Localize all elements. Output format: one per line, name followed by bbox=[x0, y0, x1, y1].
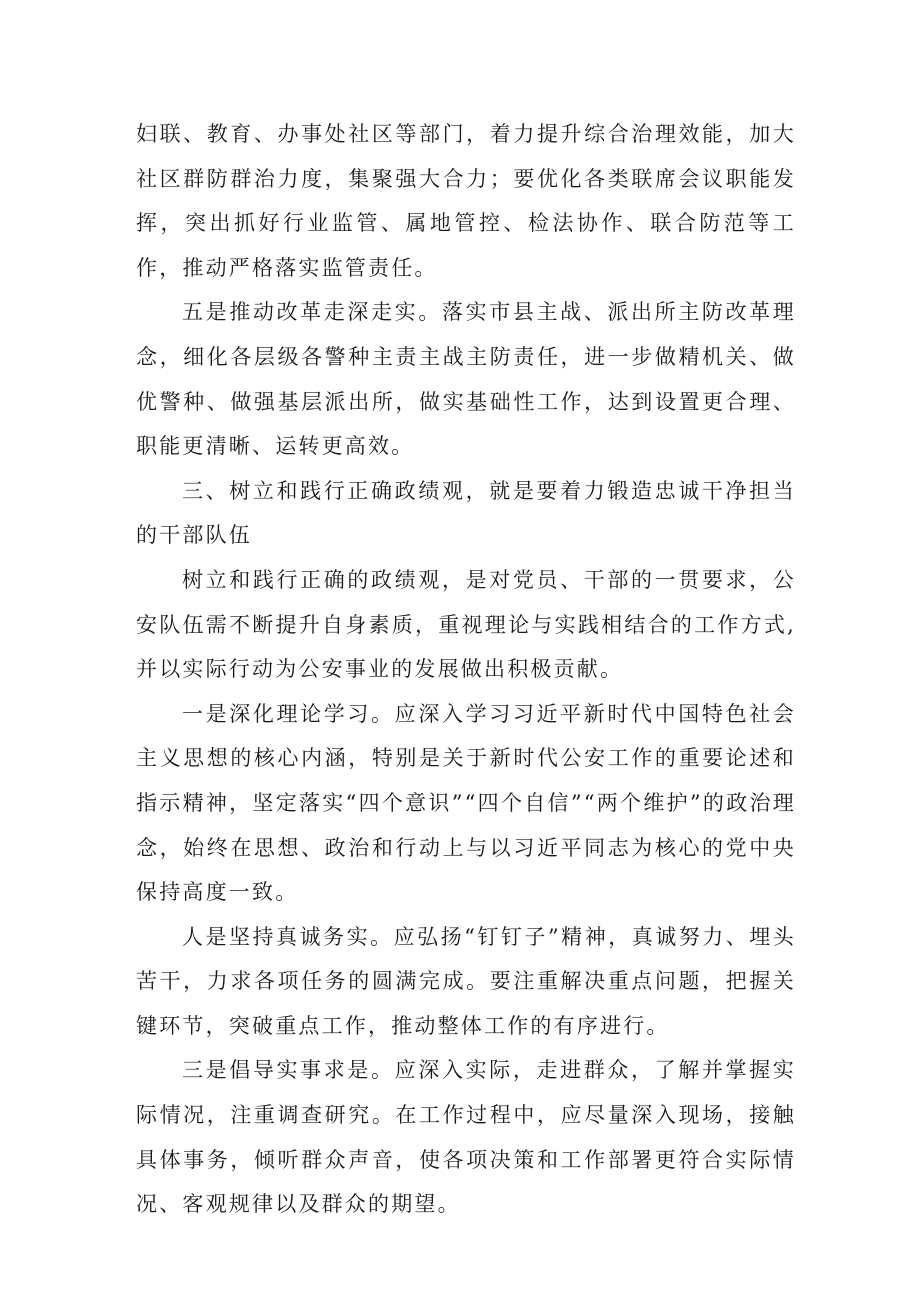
paragraph-pragmatic: 人是坚持真诚务实。应弘扬“钉钉子”精神，真诚努力、埋头苦干，力求各项任务的圆满完成。要注重解决重点问题，把握关键环节，突破重点工作，推动整体工作的有序进行。 bbox=[136, 924, 796, 1038]
paragraph-seek-truth: 三是倡导实事求是。应深入实际，走进群众，了解并掌握实际情况，注重调查研究。在工作过程中，应尽量深入现场，接触具体事务，倾听群众声音，使各项决策和工作部署更符合实际情况、客观规律以及群众的期望。 bbox=[136, 1058, 796, 1217]
document-body bbox=[136, 112, 796, 1227]
paragraph-performance-view: 树立和践行正确的政绩观，是对党员、干部的一贯要求，公安队伍需不断提升自身素质，重视理论与实践相结合的工作方式,并以实际行动为公安事业的发展做出积极贡献。 bbox=[136, 567, 796, 682]
paragraph-reform: 五是推动改革走深走实。落实市县主战、派出所主防改革理念，细化各层级各警种主责主战主防责任，进一步做精机关、做优警种、做强基层派出所，做实基础性工作，达到设置更合理、职能更清晰、运转更高效。 bbox=[136, 300, 796, 459]
paragraph-continuation: 妇联、教育、办事处社区等部门，着力提升综合治理效能，加大社区群防群治力度，集聚强大合力；要优化各类联席会议职能发挥，突出抓好行业监管、属地管控、检法协作、联合防范等工作，推动严格落实监管责任。 bbox=[136, 122, 796, 280]
section-heading-three: 三、树立和践行正确政绩观，就是要着力锻造忠诚干净担当的干部队伍 bbox=[136, 478, 796, 548]
paragraph-theory-study: 一是深化理论学习。应深入学习习近平新时代中国特色社会主义思想的核心内涵，特别是关于新时代公安工作的重要论述和指示精神，坚定落实“四个意识”“四个自信”“两个维护”的政治理念，始终在思想、政治和行动上与以习近平同志为核心的党中央保持高度一致。 bbox=[136, 701, 796, 905]
